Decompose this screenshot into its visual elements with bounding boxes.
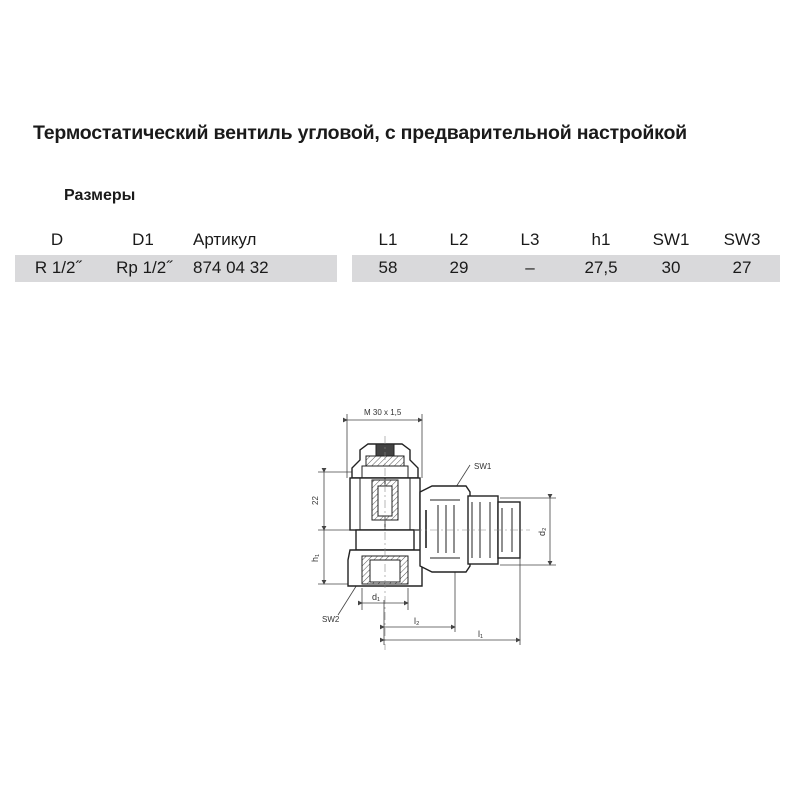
- value-sw1: 30: [661, 258, 681, 277]
- thread-label: M 30 x 1,5: [364, 408, 402, 417]
- value-d: R 1/2˝: [34, 258, 82, 277]
- header-d: D: [50, 230, 64, 249]
- header-sw3: SW3: [723, 230, 761, 249]
- dim-l2-label: l₂: [414, 616, 420, 626]
- header-l2: L2: [449, 230, 469, 249]
- header-l3: L3: [520, 230, 540, 249]
- section-label: Размеры: [64, 187, 136, 204]
- header-l1: L1: [378, 230, 398, 249]
- value-d1: Rp 1/2˝: [116, 258, 172, 277]
- dim-22-label: 22: [311, 496, 320, 505]
- header-sw1: SW1: [652, 230, 690, 249]
- header-article: Артикул: [193, 230, 257, 249]
- sw2-label: SW2: [322, 615, 340, 624]
- dim-h1-label: h₁: [310, 553, 320, 562]
- header-d1: D1: [132, 230, 154, 249]
- value-sw3: 27: [732, 258, 752, 277]
- sw1-label: SW1: [474, 462, 492, 471]
- value-l1: 58: [378, 258, 398, 277]
- page-title: Термостатический вентиль угловой, с предварительной настройкой: [33, 122, 687, 144]
- value-l3: –: [525, 258, 535, 277]
- dim-d1-label: d₁: [372, 592, 381, 602]
- value-h1: 27,5: [584, 258, 618, 277]
- header-h1: h1: [591, 230, 611, 249]
- dim-d2-label: d₂: [537, 527, 547, 536]
- dim-l1-label: l₁: [478, 629, 484, 639]
- value-l2: 29: [449, 258, 469, 277]
- value-article: 874 04 32: [193, 258, 269, 277]
